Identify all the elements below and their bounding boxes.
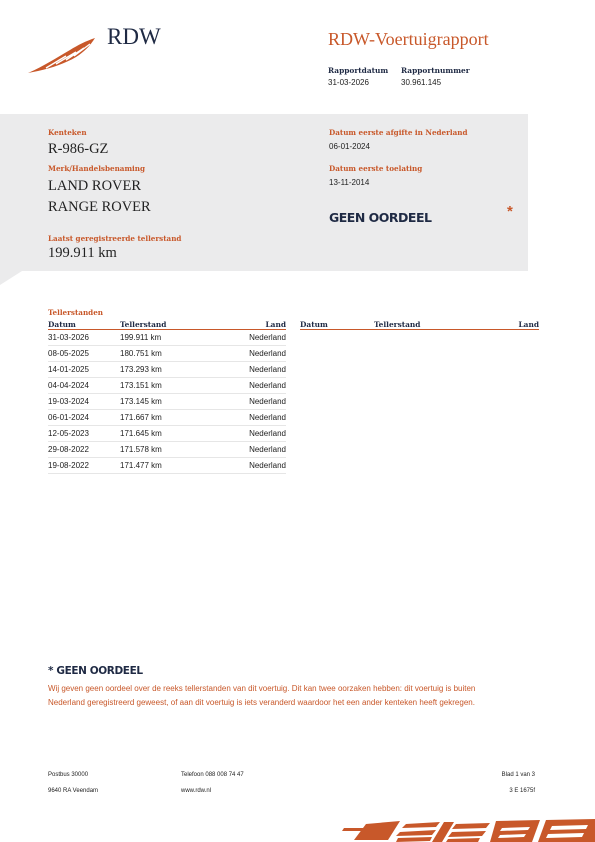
row-reading: 173.151 km: [120, 378, 200, 394]
row-country: Nederland: [200, 362, 286, 378]
brand-name: RDW: [107, 24, 161, 49]
verdict-asterisk: *: [507, 203, 513, 220]
footer-address-2: 9640 RA Veendam: [48, 788, 99, 794]
rdw-feather-logo: [26, 36, 98, 76]
odometer-table-continued: [300, 320, 539, 330]
note-title: * GEEN OORDEEL: [48, 665, 143, 677]
col-reading-header-2: Tellerstand: [374, 320, 454, 330]
report-number-label: Rapportnummer: [401, 66, 470, 75]
col-country-header-2: Land: [454, 320, 539, 330]
odometer-value: 199.911 km: [48, 245, 117, 261]
table-row: [48, 458, 286, 474]
odometer-table: [48, 320, 286, 474]
report-date: 31-03-2026: [328, 78, 369, 87]
table-row: [48, 378, 286, 394]
row-country: Nederland: [200, 330, 286, 346]
make-value: LAND ROVER: [48, 178, 142, 194]
col-date-header: Datum: [48, 320, 120, 330]
row-country: Nederland: [200, 410, 286, 426]
row-date: 19-08-2022: [48, 458, 120, 474]
decorative-stripes: [340, 818, 595, 842]
row-date: 19-03-2024: [48, 394, 120, 410]
row-reading: 180.751 km: [120, 346, 200, 362]
note-text: Wij geven geen oordeel over de reeks tellerstanden van dit voertuig. Dit kan twee oorzaken hebben: dit voertuig is buiten Nederland geregistreerd geweest, of aan dit voertuig is iets veranderd waardoor het een ander kenteken heeft gekregen.: [48, 684, 476, 707]
row-date: 14-01-2025: [48, 362, 120, 378]
first-admission-value: 13-11-2014: [329, 178, 370, 187]
row-reading: 171.667 km: [120, 410, 200, 426]
report-title: RDW-Voertuigrapport: [328, 29, 489, 49]
row-date: 06-01-2024: [48, 410, 120, 426]
table-row: [48, 426, 286, 442]
row-date: 12-05-2023: [48, 426, 120, 442]
row-date: 31-03-2026: [48, 330, 120, 346]
footer-address-1: Postbus 30000: [48, 772, 89, 778]
row-country: Nederland: [200, 442, 286, 458]
row-date: 04-04-2024: [48, 378, 120, 394]
row-date: 08-05-2025: [48, 346, 120, 362]
model-value: RANGE ROVER: [48, 199, 151, 215]
col-country-header: Land: [200, 320, 286, 330]
report-number: 30.961.145: [401, 78, 442, 87]
footer-code: 3 E 1675f: [509, 788, 535, 794]
table-row: [48, 346, 286, 362]
panel-tail: [0, 271, 22, 285]
row-country: Nederland: [200, 458, 286, 474]
table-row: [48, 362, 286, 378]
footer-page-number: Blad 1 van 3: [501, 772, 535, 778]
first-nl-value: 06-01-2024: [329, 142, 370, 151]
row-country: Nederland: [200, 346, 286, 362]
row-country: Nederland: [200, 426, 286, 442]
first-nl-label: Datum eerste afgifte in Nederland: [329, 128, 468, 137]
col-date-header-2: Datum: [300, 320, 374, 330]
row-reading: 171.578 km: [120, 442, 200, 458]
report-date-label: Rapportdatum: [328, 66, 389, 75]
col-reading-header: Tellerstand: [120, 320, 200, 330]
row-country: Nederland: [200, 394, 286, 410]
row-reading: 171.645 km: [120, 426, 200, 442]
odometer-section-title: Tellerstanden: [48, 308, 103, 317]
table-row: [48, 442, 286, 458]
footer-website: www.rdw.nl: [181, 788, 212, 794]
row-reading: 171.477 km: [120, 458, 200, 474]
row-reading: 173.293 km: [120, 362, 200, 378]
plate-label: Kenteken: [48, 128, 87, 137]
row-date: 29-08-2022: [48, 442, 120, 458]
table-row: [48, 394, 286, 410]
verdict-text: GEEN OORDEEL: [329, 210, 432, 225]
row-reading: 173.145 km: [120, 394, 200, 410]
table-row: [48, 410, 286, 426]
footer-phone: Telefoon 088 008 74 47: [181, 772, 244, 778]
odometer-label: Laatst geregistreerde tellerstand: [48, 234, 182, 243]
row-reading: 199.911 km: [120, 330, 200, 346]
plate-value: R-986-GZ: [48, 141, 109, 157]
first-admission-label: Datum eerste toelating: [329, 164, 423, 173]
table-row: [48, 330, 286, 346]
make-label: Merk/Handelsbenaming: [48, 164, 146, 173]
row-country: Nederland: [200, 378, 286, 394]
